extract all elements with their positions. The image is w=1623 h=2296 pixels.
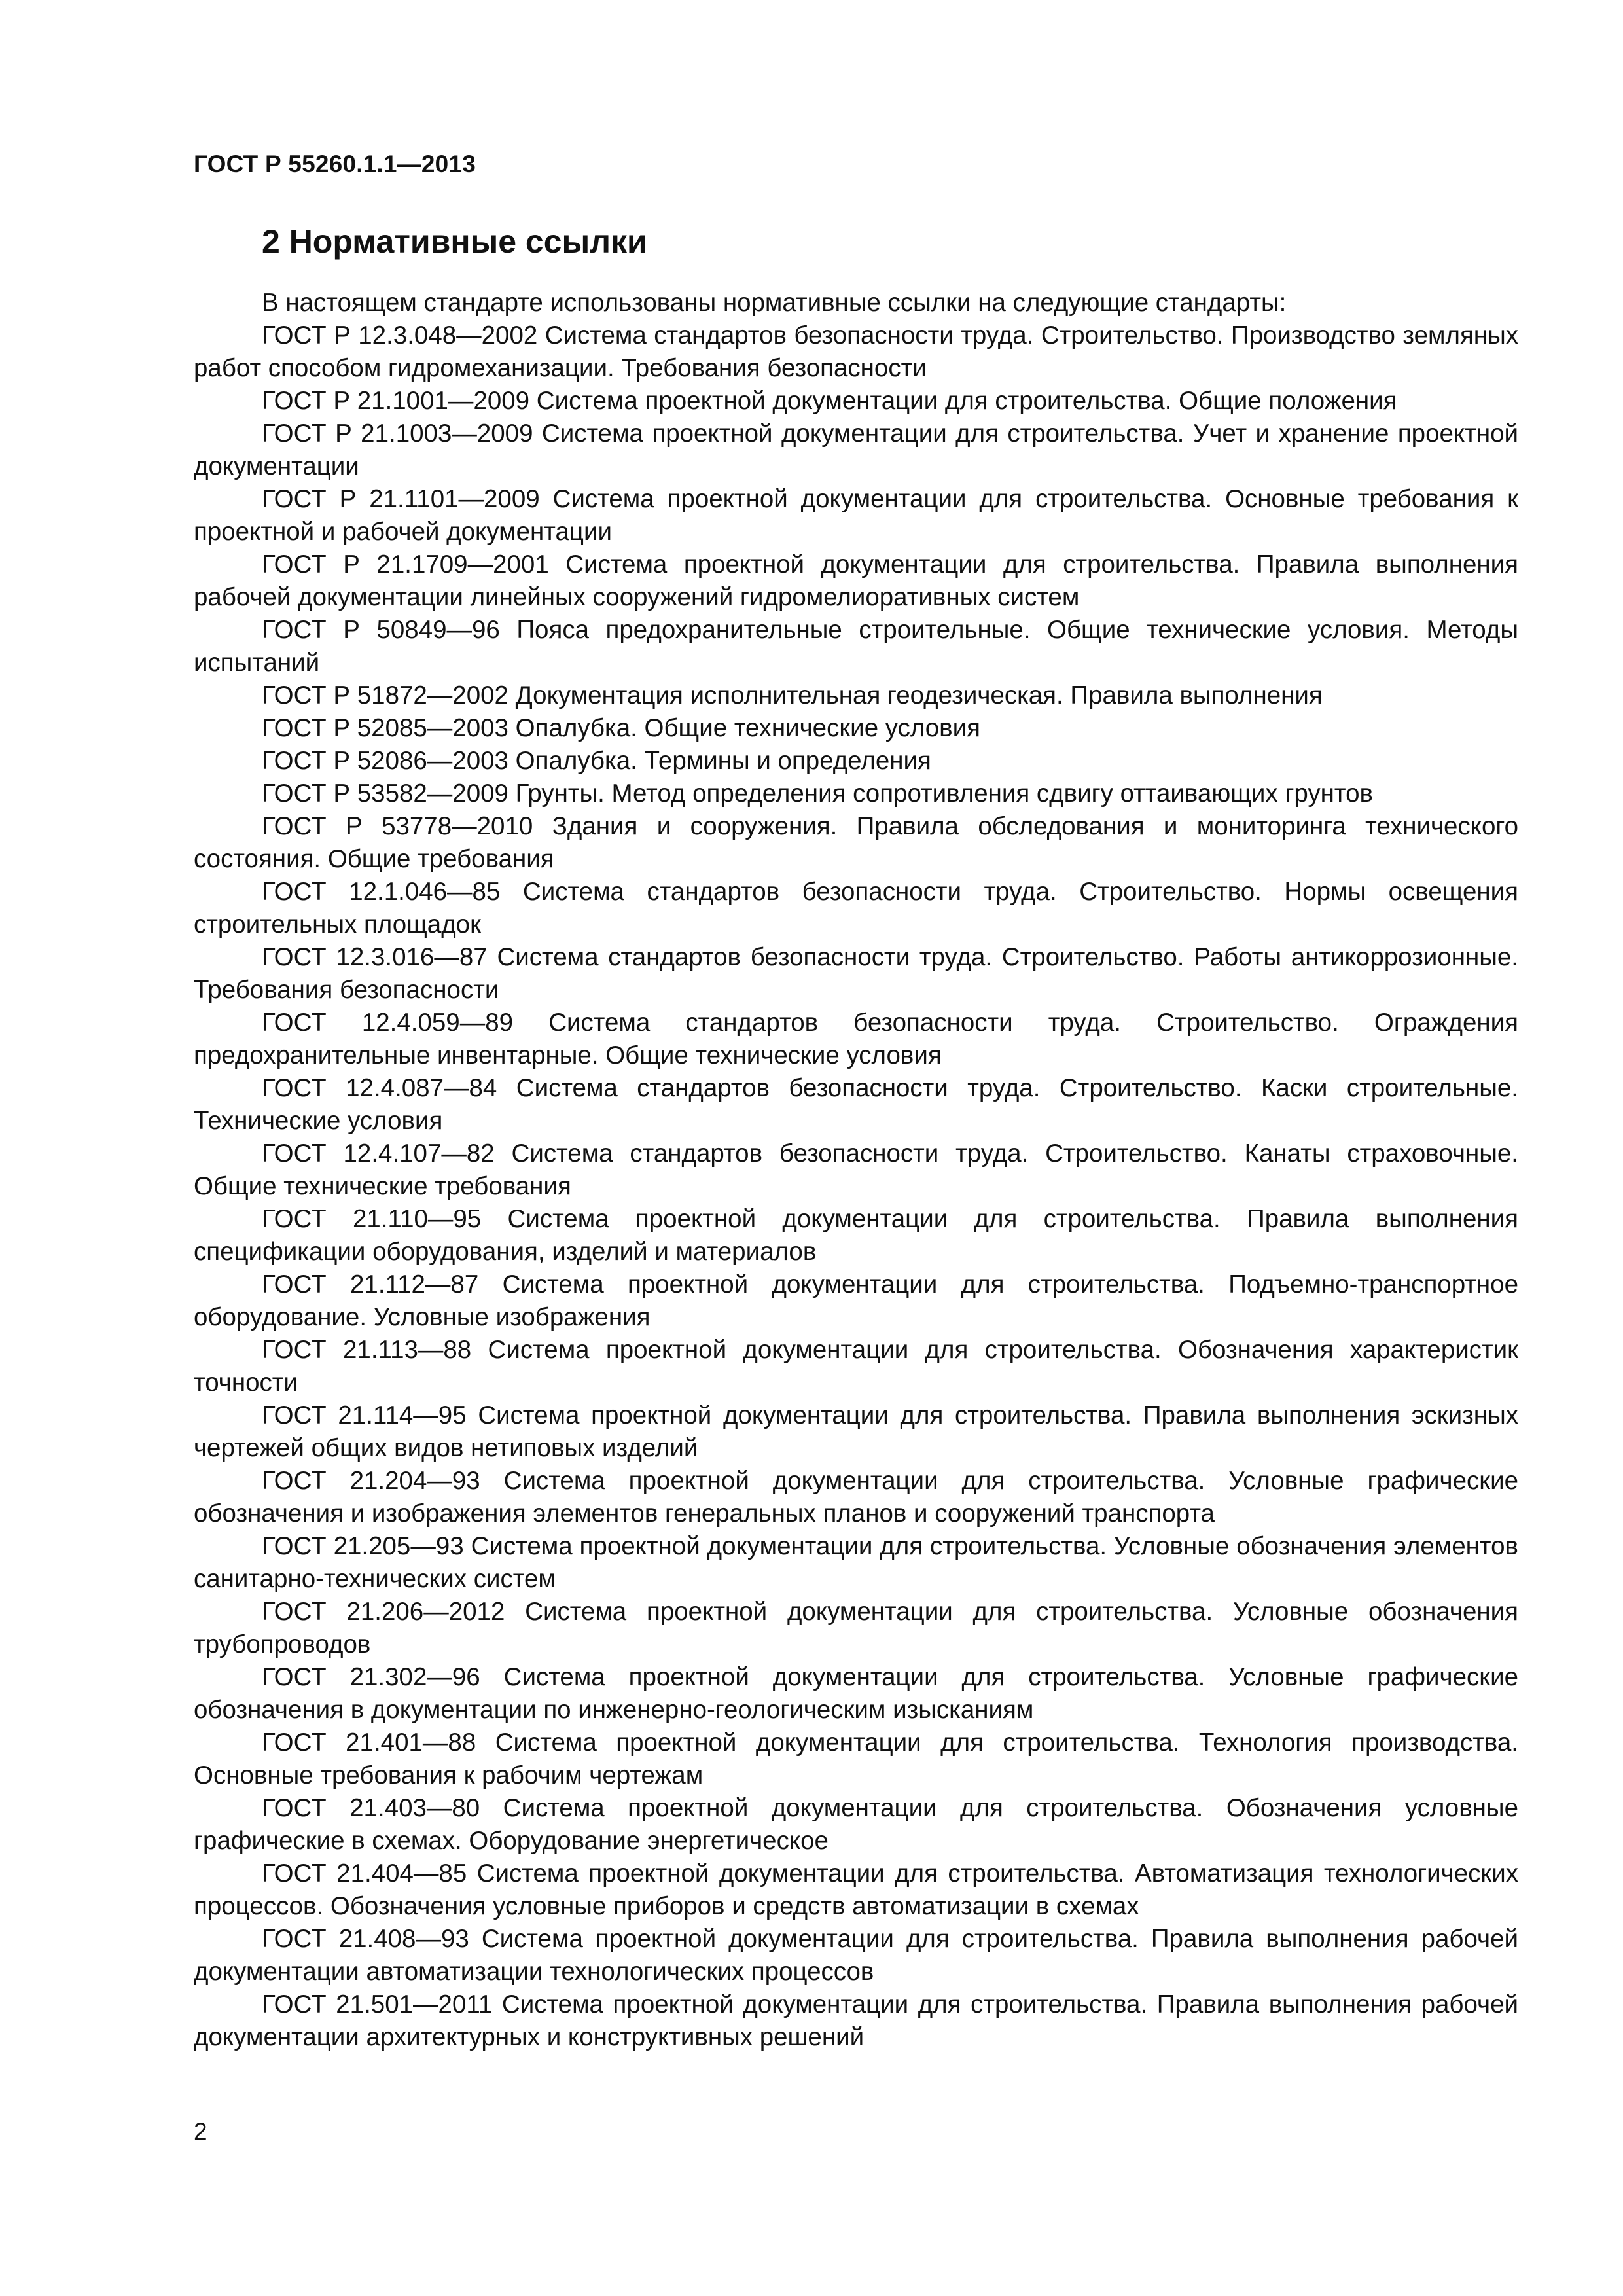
intro-paragraph: В настоящем стандарте использованы нормативные ссылки на следующие стандарты: xyxy=(262,289,1287,317)
reference-item: ГОСТ Р 12.3.048—2002 Система стандартов безопасности труда. Строительство. Производство земляных работ способом гидромеханизации. Требования безопасности xyxy=(194,321,1518,382)
reference-item: ГОСТ Р 21.1001—2009 Система проектной документации для строительства. Общие положения xyxy=(262,387,1397,415)
normative-references-list xyxy=(194,287,1518,2054)
reference-item: ГОСТ 21.403—80 Система проектной документации для строительства. Обозначения условные графические в схемах. Оборудование энергетическое xyxy=(194,1794,1518,1855)
reference-item: ГОСТ 21.302—96 Система проектной документации для строительства. Условные графические обозначения в документации по инженерно-геологическим изысканиям xyxy=(194,1663,1518,1724)
reference-item: ГОСТ Р 50849—96 Пояса предохранительные строительные. Общие технические условия. Методы испытаний xyxy=(194,616,1518,677)
reference-item: ГОСТ Р 21.1101—2009 Система проектной документации для строительства. Основные требования к проектной и рабочей документации xyxy=(194,485,1518,546)
reference-item: ГОСТ 21.501—2011 Система проектной документации для строительства. Правила выполнения рабочей документации архитектурных и конструктивных решений xyxy=(194,1990,1518,2051)
reference-item: ГОСТ 12.4.087—84 Система стандартов безопасности труда. Строительство. Каски строительные. Технические условия xyxy=(194,1074,1518,1135)
reference-item: ГОСТ 21.110—95 Система проектной документации для строительства. Правила выполнения спецификации оборудования, изделий и материалов xyxy=(194,1205,1518,1266)
reference-item: ГОСТ 12.3.016—87 Система стандартов безопасности труда. Строительство. Работы антикоррозионные. Требования безопасности xyxy=(194,943,1518,1004)
reference-item: ГОСТ 21.204—93 Система проектной документации для строительства. Условные графические обозначения и изображения элементов генеральных планов и сооружений транспорта xyxy=(194,1467,1518,1528)
reference-item: ГОСТ 12.4.107—82 Система стандартов безопасности труда. Строительство. Канаты страховочные. Общие технические требования xyxy=(194,1139,1518,1200)
reference-item: ГОСТ Р 52086—2003 Опалубка. Термины и определения xyxy=(262,747,931,775)
reference-item: ГОСТ Р 21.1003—2009 Система проектной документации для строительства. Учет и хранение проектной документации xyxy=(194,420,1518,480)
reference-item: ГОСТ 21.206—2012 Система проектной документации для строительства. Условные обозначения трубопроводов xyxy=(194,1598,1518,1659)
reference-item: ГОСТ 21.112—87 Система проектной документации для строительства. Подъемно-транспортное оборудование. Условные изображения xyxy=(194,1270,1518,1331)
reference-item: ГОСТ Р 51872—2002 Документация исполнительная геодезическая. Правила выполнения xyxy=(262,681,1323,709)
reference-item: ГОСТ Р 53582—2009 Грунты. Метод определения сопротивления сдвигу оттаивающих грунтов xyxy=(262,780,1373,808)
reference-item: ГОСТ 21.408—93 Система проектной документации для строительства. Правила выполнения рабочей документации автоматизации технологических процессов xyxy=(194,1925,1518,1986)
reference-item: ГОСТ 12.1.046—85 Система стандартов безопасности труда. Строительство. Нормы освещения строительных площадок xyxy=(194,878,1518,939)
reference-item: ГОСТ Р 52085—2003 Опалубка. Общие технические условия xyxy=(262,714,980,742)
reference-item: ГОСТ 21.401—88 Система проектной документации для строительства. Технология производства. Основные требования к рабочим чертежам xyxy=(194,1729,1518,1789)
reference-item: ГОСТ 21.114—95 Система проектной документации для строительства. Правила выполнения эскизных чертежей общих видов нетиповых изделий xyxy=(194,1401,1518,1462)
reference-item: ГОСТ 21.404—85 Система проектной документации для строительства. Автоматизация технологических процессов. Обозначения условные приборов и средств автоматизации в схемах xyxy=(194,1859,1518,1920)
reference-item: ГОСТ Р 21.1709—2001 Система проектной документации для строительства. Правила выполнения рабочей документации линейных сооружений гидромелиоративных систем xyxy=(194,550,1518,611)
reference-item: ГОСТ 21.205—93 Система проектной документации для строительства. Условные обозначения элементов санитарно-технических систем xyxy=(194,1532,1518,1593)
section-title: 2 Нормативные ссылки xyxy=(262,223,647,260)
reference-item: ГОСТ 12.4.059—89 Система стандартов безопасности труда. Строительство. Ограждения предохранительные инвентарные. Общие технические условия xyxy=(194,1009,1518,1069)
reference-item: ГОСТ Р 53778—2010 Здания и сооружения. Правила обследования и мониторинга технического состояния. Общие требования xyxy=(194,812,1518,873)
reference-item: ГОСТ 21.113—88 Система проектной документации для строительства. Обозначения характеристик точности xyxy=(194,1336,1518,1397)
document-code-header: ГОСТ Р 55260.1.1—2013 xyxy=(194,151,476,177)
page-number: 2 xyxy=(194,2118,207,2145)
